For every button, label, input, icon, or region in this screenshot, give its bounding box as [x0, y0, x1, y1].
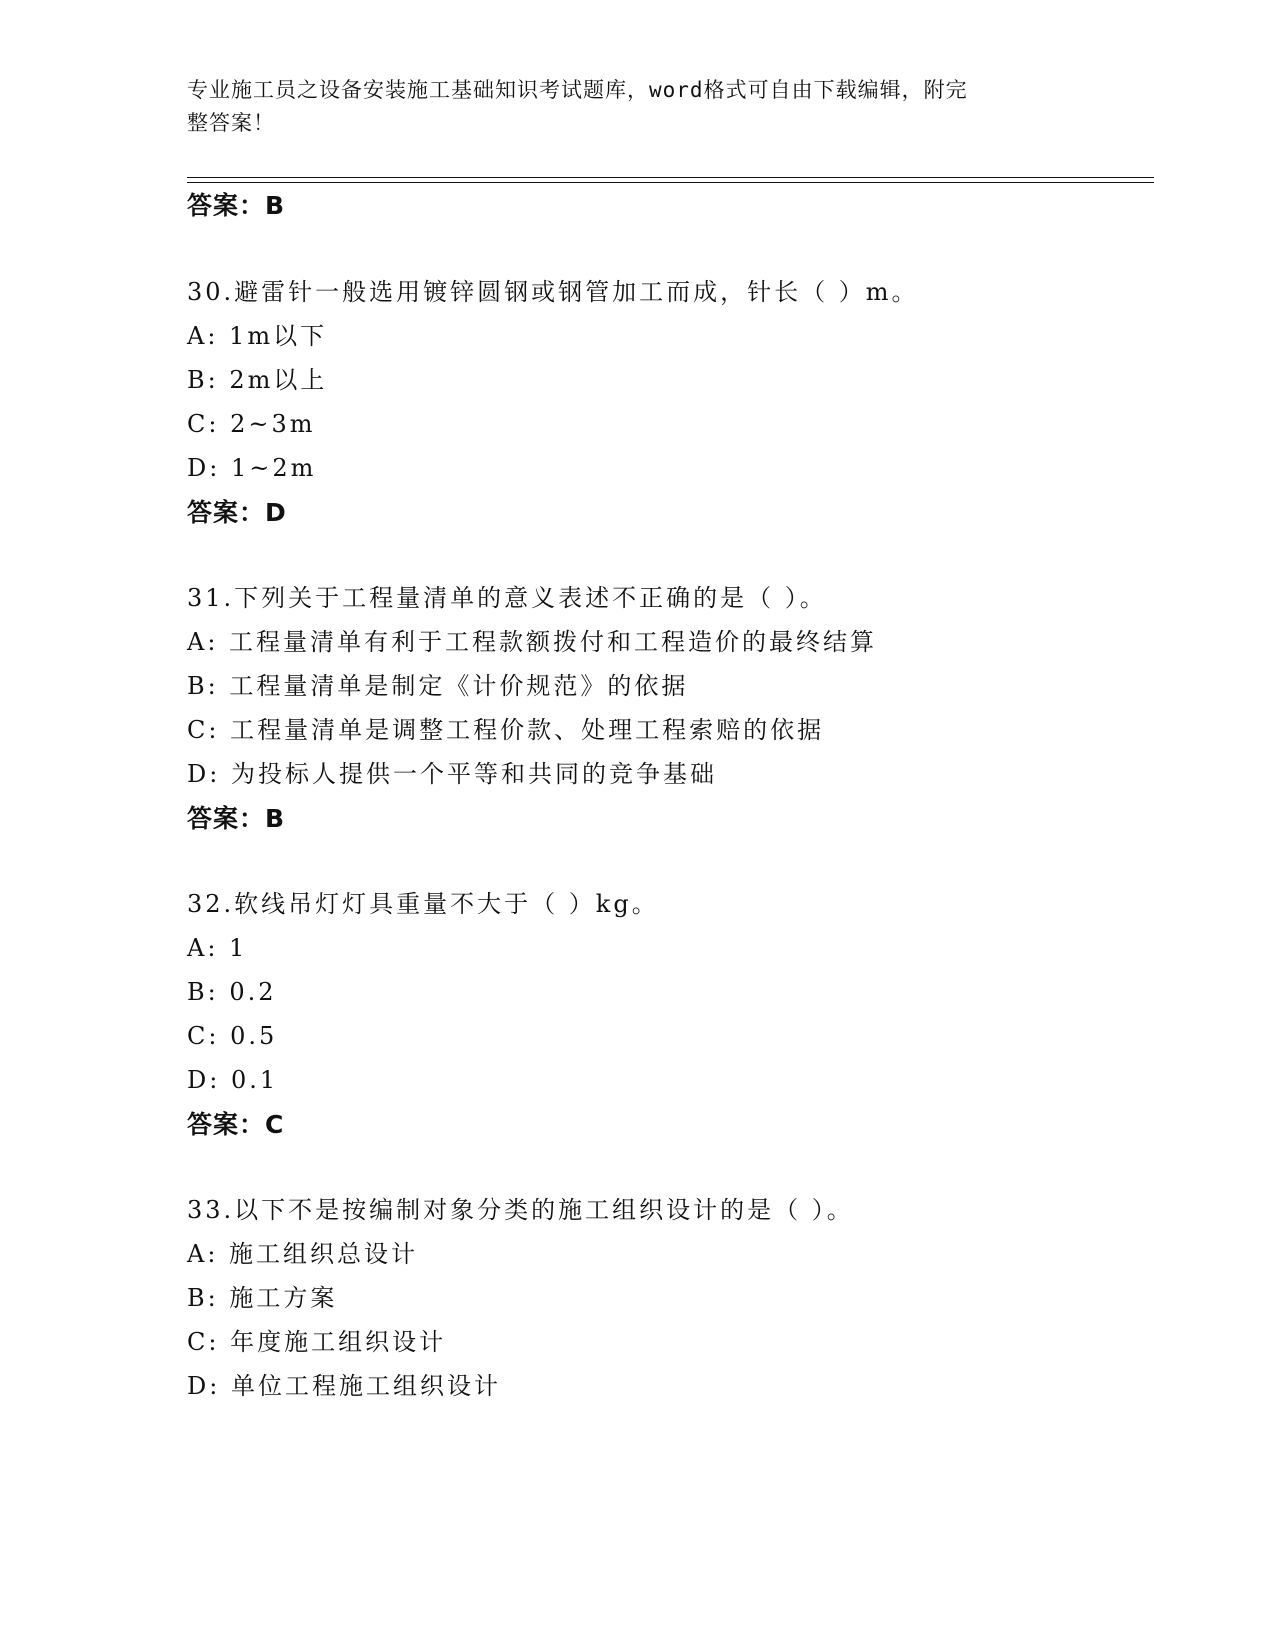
question-33-option-c: C: 年度施工组织设计	[187, 1328, 447, 1356]
question-32-stem: 32.软线吊灯灯具重量不大于（ ）kg。	[187, 890, 659, 918]
question-30-answer: 答案：D	[187, 498, 287, 527]
question-30-option-d: D: 1~2m	[187, 454, 317, 482]
question-32-answer: 答案：C	[187, 1110, 285, 1139]
question-30-stem: 30.避雷针一般选用镀锌圆钢或钢管加工而成，针长（ ）m。	[187, 278, 919, 306]
question-31-stem: 31.下列关于工程量清单的意义表述不正确的是（ ）。	[187, 584, 827, 612]
question-31-option-a: A: 工程量清单有利于工程款额拨付和工程造价的最终结算	[187, 628, 878, 656]
question-33-option-d: D: 单位工程施工组织设计	[187, 1372, 501, 1400]
question-30-option-a: A: 1m以下	[187, 322, 328, 350]
question-32-option-d: D: 0.1	[187, 1066, 279, 1094]
question-31-option-b: B: 工程量清单是制定《计价规范》的依据	[187, 672, 689, 700]
question-30-option-b: B: 2m以上	[187, 366, 328, 394]
question-31-answer: 答案：B	[187, 804, 286, 833]
header-divider-top	[187, 177, 1154, 178]
header-line-2: 整答案！	[187, 111, 275, 135]
header-divider-bottom	[187, 182, 1154, 183]
question-30-option-c: C: 2~3m	[187, 410, 316, 438]
question-31-option-c: C: 工程量清单是调整工程价款、处理工程索赔的依据	[187, 716, 825, 744]
question-33-option-b: B: 施工方案	[187, 1284, 338, 1312]
question-32-option-c: C: 0.5	[187, 1022, 278, 1050]
header-line-1: 专业施工员之设备安装施工基础知识考试题库，word格式可自由下载编辑，附完	[187, 78, 968, 102]
question-31-option-d: D: 为投标人提供一个平等和共同的竞争基础	[187, 760, 717, 788]
question-33-stem: 33.以下不是按编制对象分类的施工组织设计的是（ ）。	[187, 1196, 854, 1224]
question-32-option-b: B: 0.2	[187, 978, 277, 1006]
question-33-option-a: A: 施工组织总设计	[187, 1240, 419, 1268]
document-header	[187, 74, 1077, 140]
answer-previous: 答案：B	[187, 191, 286, 220]
question-32-option-a: A: 1	[187, 934, 248, 962]
